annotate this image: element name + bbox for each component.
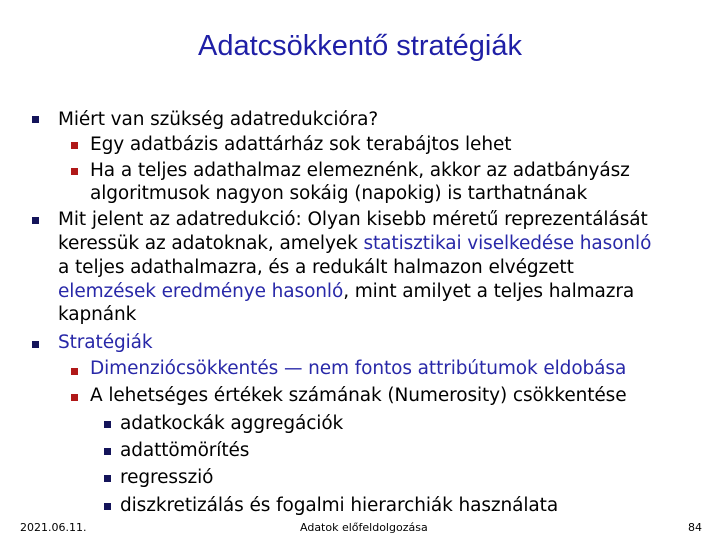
subsub-bullet-text: adatkockák aggregációk [120, 413, 344, 434]
text-span: , mint amilyet a teljes halmazra [343, 281, 635, 302]
sub-bullet-text: Egy adatbázis adattárház sok terabájtos lehet [90, 134, 512, 155]
bullet-text: Miért van szükség adatredukcióra? [58, 109, 379, 130]
bullet-text: Stratégiák [58, 332, 153, 353]
bullet-square-icon [71, 168, 78, 175]
subsub-bullet-text: adattömörítés [120, 440, 250, 461]
sub-bullet-text [90, 358, 626, 380]
bullet-text-line: a teljes adathalmazra, és a redukált halmazon elvégzett [58, 257, 574, 278]
bullet-square-icon [32, 116, 39, 123]
highlighted-text: statisztikai viselkedése hasonló [363, 233, 652, 254]
subsub-bullet-text: regresszió [120, 467, 214, 488]
bullet-square-icon [32, 217, 39, 224]
sub-bullet-text: A lehetséges értékek számának (Numerosity) csökkentése [90, 385, 627, 406]
bullet-text: Mit jelent az adatredukció: Olyan kisebb méretű reprezentálását [58, 209, 648, 230]
bullet-text-line: kapnánk [58, 304, 137, 325]
bullet-square-icon [32, 341, 39, 348]
bullet-square-icon [104, 448, 111, 455]
subsub-bullet-text: diszkretizálás és fogalmi hierarchiák használata [120, 495, 559, 516]
bullet-square-icon [71, 142, 78, 149]
sub-bullet-text: Ha a teljes adathalmaz elemeznénk, akkor az adatbányász [90, 160, 630, 181]
bullet-square-icon [71, 394, 78, 401]
bullet-square-icon [104, 421, 111, 428]
bullet-square-icon [104, 503, 111, 510]
bullet-text-line [58, 233, 651, 255]
footer-date: 2021.06.11. [20, 521, 87, 534]
bullet-square-icon [71, 368, 78, 375]
highlighted-text: elemzések eredménye hasonló [58, 281, 344, 302]
bullet-text-line [58, 281, 634, 303]
text-span: keressük az adatoknak, amelyek [58, 233, 364, 254]
bullet-square-icon [104, 475, 111, 482]
footer-page-number: 84 [688, 521, 702, 534]
sub-bullet-text: algoritmusok nagyon sokáig (napokig) is tarthatnának [90, 183, 588, 204]
footer-title: Adatok előfeldolgozása [300, 521, 428, 534]
highlighted-text: Dimenziócsökkentés — nem fontos attribútumok eldobása [90, 358, 627, 379]
slide-title: Adatcsökkentő stratégiák [197, 30, 522, 62]
